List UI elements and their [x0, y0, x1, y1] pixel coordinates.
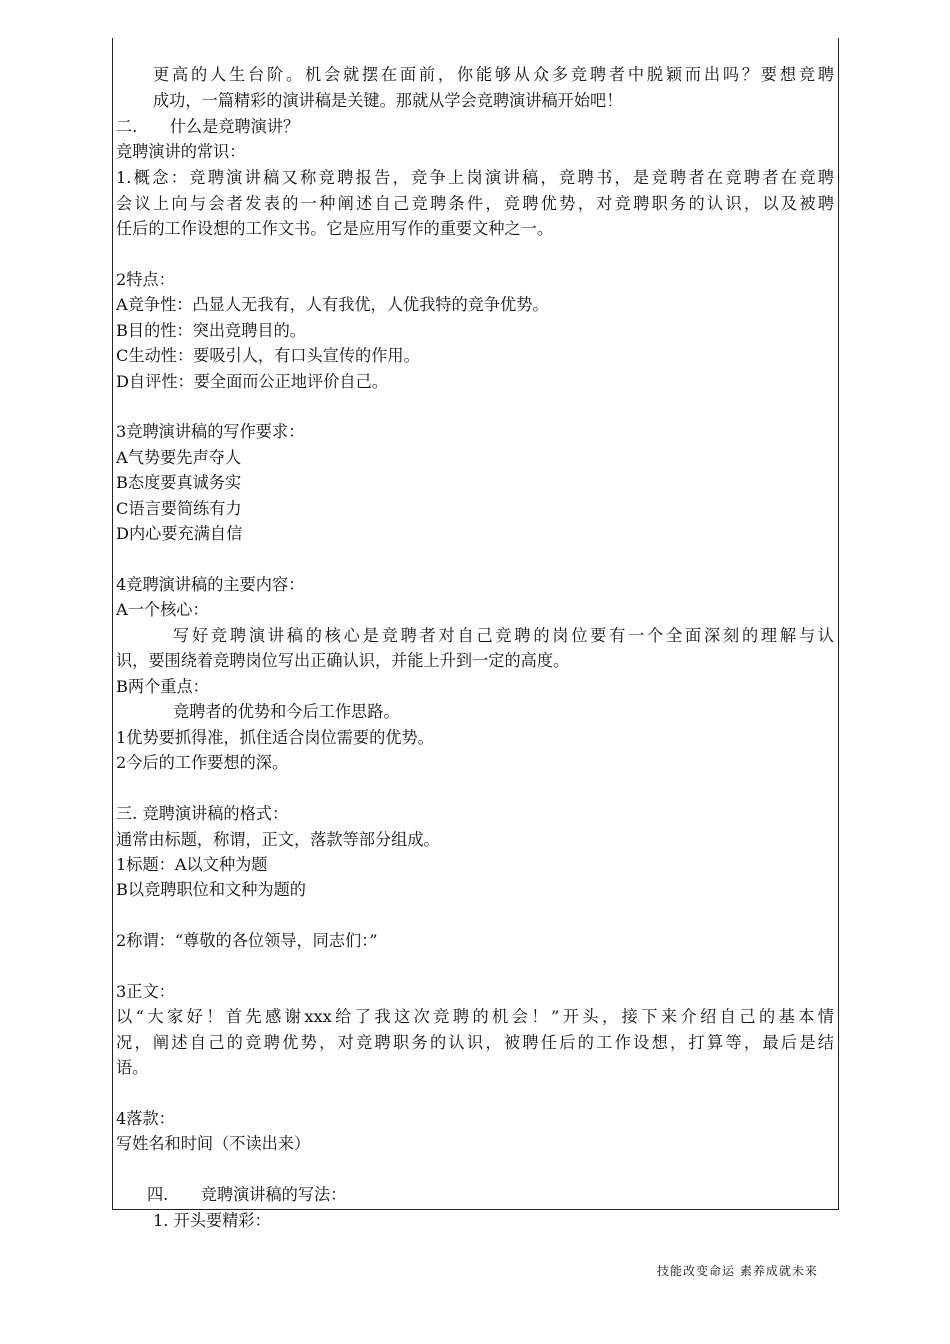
- text-line: 2今后的工作要想的深。: [116, 753, 289, 772]
- text-line: 1标题：A以文种为题: [116, 855, 268, 874]
- text-line: C生动性：要吸引人，有口头宣传的作用。: [116, 346, 420, 365]
- text-line: 任后的工作设想的工作文书。它是应用写作的重要文种之一。: [116, 219, 554, 238]
- text-line: 以“大家好！首先感谢xxx给了我这次竞聘的机会！”开头，接下来介绍自己的基本情: [116, 1007, 834, 1026]
- text-line: 竞聘者的优势和今后工作思路。: [173, 702, 400, 721]
- text-line: A竞争性：凸显人无我有，人有我优，人优我特的竞争优势。: [116, 295, 549, 314]
- text-line: 竞聘演讲的常识：: [116, 142, 246, 161]
- text-line: A气势要先声夺人: [116, 448, 242, 467]
- text-line: 通常由标题，称谓，正文，落款等部分组成。: [116, 830, 440, 849]
- text-line: 写姓名和时间（不读出来）: [116, 1134, 311, 1153]
- text-line: 会议上向与会者发表的一种阐述自己竞聘条件，竞聘优势，对竞聘职务的认识，以及被聘: [116, 194, 834, 213]
- page-footer: 技能改变命运 素养成就未来: [657, 1264, 818, 1278]
- section-heading: 三. 竞聘演讲稿的格式：: [116, 804, 289, 823]
- text-line: 4竞聘演讲稿的主要内容：: [116, 575, 305, 594]
- text-line: 1优势要抓得准，抓住适合岗位需要的优势。: [116, 728, 434, 747]
- text-line: D自评性：要全面而公正地评价自己。: [116, 372, 388, 391]
- section-heading: 二. 什么是竞聘演讲？: [116, 117, 300, 136]
- text-line: 1. 开头要精彩：: [153, 1211, 271, 1230]
- text-line: 写好竞聘演讲稿的核心是竞聘者对自己竞聘的岗位要有一个全面深刻的理解与认: [173, 626, 834, 645]
- text-line: 语。: [116, 1058, 149, 1077]
- text-line: 况，阐述自己的竞聘优势，对竞聘职务的认识，被聘任后的工作设想，打算等，最后是结: [116, 1033, 834, 1052]
- text-line: 4落款：: [116, 1109, 175, 1128]
- text-line: B以竞聘职位和文种为题的: [116, 880, 306, 899]
- text-line: 成功，一篇精彩的演讲稿是关键。那就从学会竞聘演讲稿开始吧！: [153, 91, 623, 110]
- text-line: 1.概念：竞聘演讲稿又称竞聘报告，竞争上岗演讲稿，竞聘书，是竞聘者在竞聘者在竞聘: [116, 168, 834, 187]
- text-line: 识，要围绕着竞聘岗位写出正确认识，并能上升到一定的高度。: [116, 651, 570, 670]
- text-line: C语言要简练有力: [116, 499, 242, 518]
- text-line: 3正文：: [116, 982, 175, 1001]
- text-line: D内心要充满自信: [116, 524, 243, 543]
- text-line: B目的性：突出竞聘目的。: [116, 321, 306, 340]
- text-line: 2称谓：“尊敬的各位领导，同志们：”: [116, 931, 378, 950]
- text-line: B两个重点：: [116, 677, 209, 696]
- text-line: 2特点：: [116, 270, 175, 289]
- text-line: A一个核心：: [116, 600, 209, 619]
- text-line: 更高的人生台阶。机会就摆在面前，你能够从众多竞聘者中脱颖而出吗？要想竞聘: [153, 65, 834, 84]
- text-line: B态度要真诚务实: [116, 473, 242, 492]
- text-line: 3竞聘演讲稿的写作要求：: [116, 422, 305, 441]
- section-heading: 四. 竞聘演讲稿的写法：: [147, 1185, 347, 1204]
- document-frame: [112, 38, 839, 1230]
